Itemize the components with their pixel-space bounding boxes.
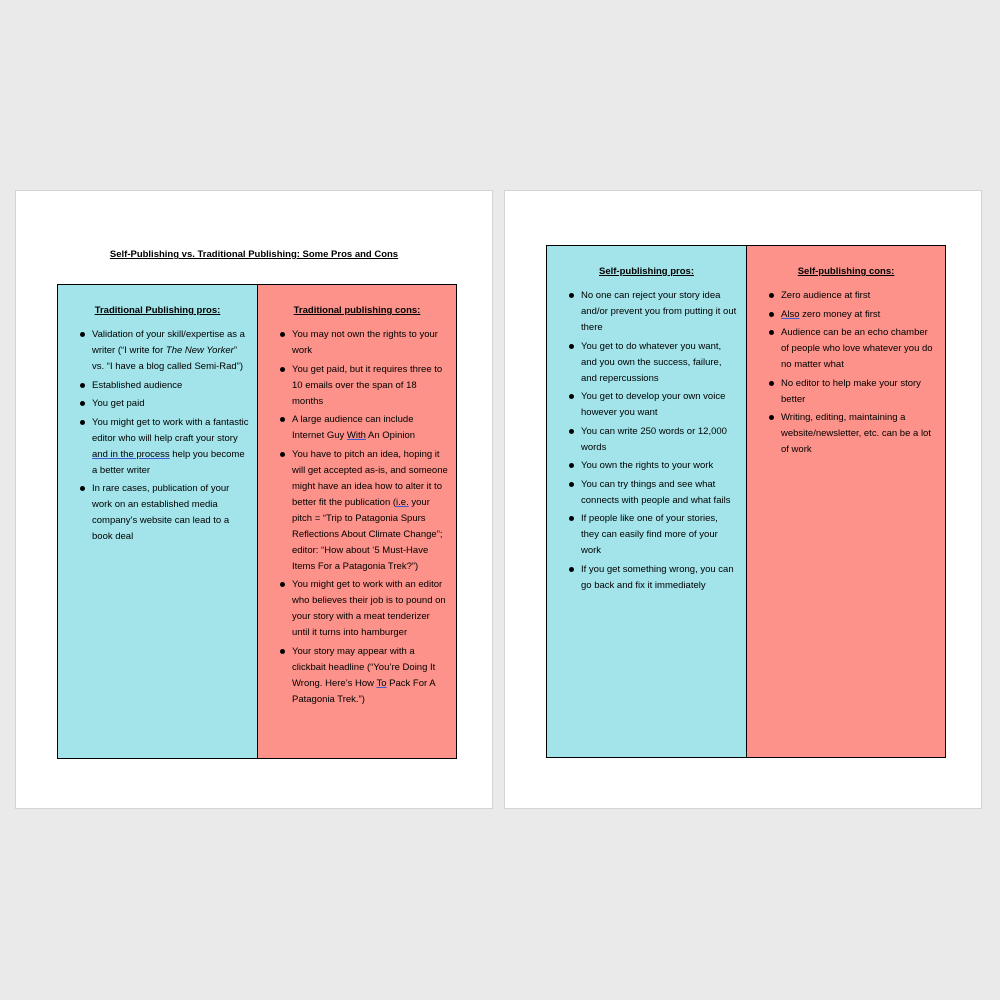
traditional-cons-cell bbox=[258, 285, 456, 758]
traditional-cons-list bbox=[258, 327, 456, 708]
text-run: ” vs. “I have a blog called Semi-Rad”) bbox=[92, 345, 244, 372]
text-run: Pack For A Patagonia Trek.”) bbox=[292, 677, 436, 705]
document-title: Self-Publishing vs. Traditional Publishing: Some Pros and Cons bbox=[109, 249, 399, 260]
list-item: You can write 250 words or 12,000 words bbox=[581, 424, 738, 456]
list-item: If people like one of your stories, they can easily find more of your work bbox=[581, 511, 738, 559]
traditional-pros-list bbox=[58, 327, 257, 545]
underlined-text: i.e. bbox=[396, 496, 409, 508]
document-page-2 bbox=[504, 190, 982, 809]
pros-cons-table-traditional bbox=[57, 284, 457, 759]
underlined-text: To bbox=[376, 677, 387, 689]
pros-cons-table-self bbox=[546, 245, 946, 758]
text-run: You might get to work with a fantastic editor who will help craft your story bbox=[92, 416, 249, 444]
list-item: No editor to help make your story better bbox=[781, 376, 937, 408]
text-run: Validation of your skill/expertise as a writer (“I write for bbox=[92, 329, 245, 356]
list-item bbox=[92, 327, 249, 375]
text-run: An Opinion bbox=[365, 430, 416, 441]
self-pros-cell bbox=[547, 246, 747, 757]
underlined-text: Also bbox=[781, 308, 800, 320]
self-pros-heading: Self-publishing pros: bbox=[599, 266, 694, 277]
traditional-pros-heading: Traditional Publishing pros: bbox=[94, 305, 221, 316]
list-item: You get paid bbox=[92, 396, 249, 412]
traditional-pros-cell bbox=[58, 285, 258, 758]
text-run: Your story may appear with a clickbait headline (“You’re Doing It Wrong. Here’s How bbox=[292, 645, 436, 689]
list-item: No one can reject your story idea and/or prevent you from putting it out there bbox=[581, 288, 738, 336]
self-cons-cell bbox=[747, 246, 945, 757]
document-page-1 bbox=[15, 190, 493, 809]
self-pros-list bbox=[547, 288, 746, 594]
list-item: You might get to work with an editor who believes their job is to pound on your story with a meat tenderizer until it turns into hamburger bbox=[292, 577, 448, 641]
underlined-text: With bbox=[346, 430, 366, 441]
italic-text: The New Yorker bbox=[165, 345, 234, 356]
list-item bbox=[781, 307, 937, 323]
list-item bbox=[92, 415, 249, 479]
list-item bbox=[292, 412, 448, 444]
text-run: You have to pitch an idea, hoping it will get accepted as-is, and someone might have an idea how to alter it to better fit the publication ( bbox=[292, 448, 448, 508]
list-item: You get to do whatever you want, and you own the success, failure, and repercussions bbox=[581, 339, 738, 387]
list-item: Zero audience at first bbox=[781, 288, 937, 304]
list-item bbox=[292, 447, 448, 575]
text-run: help you become a better writer bbox=[92, 448, 245, 476]
list-item: You may not own the rights to your work bbox=[292, 327, 448, 359]
self-cons-list bbox=[747, 288, 945, 458]
list-item: Writing, editing, maintaining a website/newsletter, etc. can be a lot of work bbox=[781, 410, 937, 458]
self-cons-heading: Self-publishing cons: bbox=[797, 266, 895, 277]
list-item: Audience can be an echo chamber of people who love whatever you do no matter what bbox=[781, 325, 937, 373]
underlined-text: and in the process bbox=[92, 448, 170, 460]
list-item bbox=[292, 644, 448, 708]
text-run: zero money at first bbox=[799, 308, 881, 320]
list-item: Established audience bbox=[92, 378, 249, 394]
text-run: your pitch = “Trip to Patagonia Spurs Reflections About Climate Change”; editor: “How about ‘5 Must-Have Items For a Patagonia Trek?”) bbox=[292, 496, 443, 572]
list-item: You get paid, but it requires three to 10 emails over the span of 18 months bbox=[292, 362, 448, 410]
list-item: In rare cases, publication of your work on an established media company’s website can lead to a book deal bbox=[92, 481, 249, 545]
list-item: If you get something wrong, you can go back and fix it immediately bbox=[581, 562, 738, 594]
list-item: You get to develop your own voice however you want bbox=[581, 389, 738, 421]
list-item: You can try things and see what connects with people and what fails bbox=[581, 477, 738, 509]
text-run: A large audience can include Internet Guy bbox=[292, 414, 414, 441]
list-item: You own the rights to your work bbox=[581, 458, 738, 474]
traditional-cons-heading: Traditional publishing cons: bbox=[293, 305, 421, 316]
